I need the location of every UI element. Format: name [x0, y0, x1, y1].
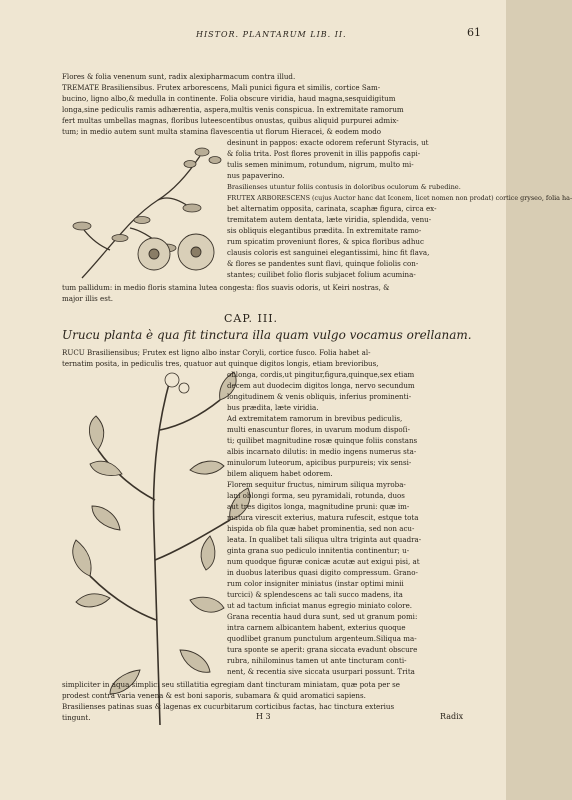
text-line: in duobus lateribus quasi digito compressum. Grano-	[227, 568, 418, 577]
text-line: oblonga, cordis,ut pingitur,figura,quinque,sex etiam	[227, 370, 415, 379]
text-line: major illis est.	[62, 294, 113, 303]
chapter-subtitle: Urucu planta è qua fit tinctura illa quam vulgo vocamus orellanam.	[62, 328, 472, 342]
text-line: tum pallidum: in medio floris stamina lutea congesta: flos suavis odoris, ut Keiri nostras, &	[62, 283, 390, 292]
text-line: clausis coloris est sanguinei elegantissimi, hinc fit flava,	[227, 248, 430, 257]
page-number: 61	[467, 26, 481, 39]
text-line: multi enascuntur flores, in uvarum modum dispoſi-	[227, 425, 410, 434]
text-line: Ad extremitatem ramorum in brevibus pediculis,	[227, 414, 403, 423]
chapter-heading: CAP. III.	[224, 312, 279, 325]
text-line: quodlibet granum punctulum argenteum.Siliqua ma-	[227, 634, 417, 643]
text-line: longa,sine pediculis ramis adhærentia, aspera,multis venis conspicua. In extremitate ramorum	[62, 105, 404, 114]
text-line: bucino, ligno albo,& medulla in continente. Folia obscure viridia, haud magna,sesquidigitum	[62, 94, 396, 103]
text-line: tulis semen minimum, rotundum, nigrum, multo mi-	[227, 160, 414, 169]
text-line: matura virescit exterius, matura rufescit, estque tota	[227, 513, 419, 522]
text-line: nus papaverino.	[227, 171, 285, 180]
text-line: Flores & folia venenum sunt, radix alexipharmacum contra illud.	[62, 72, 296, 81]
text-line: Brasilienses utuntur foliis contusis in doloribus oculorum & rubedine.	[227, 183, 461, 191]
text-line: Brasilienses patinas suas & lagenas ex cucurbitarum corticibus factas, hac tinctura exterius	[62, 702, 395, 711]
catchword: Radix	[440, 712, 464, 721]
text-line: bet alternatim opposita, carinata, scaphæ figura, circa ex-	[227, 204, 437, 213]
text-line: FRUTEX ARBORESCENS (cujus Auctor hanc dat Iconem, licet nomen non prodat) cortice gryseo, folia ha-	[227, 194, 572, 202]
text-line: nent, & recentia sive siccata usurpari possunt. Trita	[227, 667, 415, 676]
text-line: sis obliquis elegantibus prædita. In extremitate ramo-	[227, 226, 422, 235]
text-line: leata. In qualibet tali siliqua ultra triginta aut quadra-	[227, 535, 422, 544]
text-line: fert multas umbellas magnas, floribus luteescentibus onustas, quibus aliquid purpurei admix-	[62, 116, 399, 125]
text-line: longitudinem & venis obliquis, inferius prominenti-	[227, 392, 412, 401]
text-line: num quodque figuræ conicæ acutæ aut exigui pisi, at	[227, 557, 420, 566]
text-line: bilem aliquem habet odorem.	[227, 469, 333, 478]
text-line: tura sponte se aperit: grana siccata evadunt obscure	[227, 645, 418, 654]
text-line: tingunt.	[62, 713, 91, 722]
text-line: simpliciter in aqua simplici seu stillatitia egregiam dant tincturam miniatam, quæ pota per se	[62, 680, 400, 689]
text-line: tum; in medio autem sunt multa stamina flavescentia ut florum Hieracei, & eodem modo	[62, 127, 382, 136]
text-line: ti; quilibet magnitudine rosæ quinque foliis constans	[227, 436, 418, 445]
text-line: RUCU Brasiliensibus; Frutex est ligno albo instar Coryli, cortice fusco. Folia habet al-	[62, 348, 371, 357]
running-title: HISTOR. PLANTARUM LIB. II.	[196, 30, 347, 39]
text-line: ginta grana suo pediculo innitentia continentur; u-	[227, 546, 410, 555]
text-line: ternatim posita, in pediculis tres, quatuor aut quinque digitos longis, etiam brevioribus,	[62, 359, 379, 368]
text-line: lani oblongi forma, seu pyramidali, rotunda, duos	[227, 491, 405, 500]
text-line: albis incarnato dilutis: in medio ingens numerus sta-	[227, 447, 417, 456]
text-line: stantes; cuilibet folio floris subjacet folium acumina-	[227, 270, 416, 279]
text-line: tremitatem autem dentata, læte viridia, splendida, venu-	[227, 215, 432, 224]
text-line: ut ad tactum inficiat manus egregio miniato colore.	[227, 601, 413, 610]
text-line: minulorum luteorum, apicibus purpureis; vix sensi-	[227, 458, 412, 467]
text-line: Grana recentia haud dura sunt, sed ut granum pomi:	[227, 612, 418, 621]
text-line: prodest contra varia venena & est boni saporis, subamara & quid aromatici sapiens.	[62, 691, 366, 700]
text-line: rum spicatim proveniunt flores, & spica floribus adhuc	[227, 237, 424, 246]
text-line: turcici) & splendescens ac tali succo madens, ita	[227, 590, 403, 599]
text-line: aut tres digitos longa, magnitudine pruni: quæ im-	[227, 502, 410, 511]
text-line: rum color insigniter miniatus (instar optimi minii	[227, 579, 404, 588]
flower-illustration	[132, 222, 222, 286]
text-line: rubra, nihilominus tamen ut ante tincturam conti-	[227, 656, 407, 665]
text-line: hispida ob fila quæ habet prominentia, sed non acu-	[227, 524, 415, 533]
text-line: bus prædita, læte viridia.	[227, 403, 319, 412]
text-line: desinunt in pappos: exacte odorem referunt Styracis, ut	[227, 138, 429, 147]
text-line: & folia trita. Post flores provenit in illis pappofis capi-	[227, 149, 421, 158]
text-line: decem aut duodecim digitos longa, nervo secundum	[227, 381, 415, 390]
text-line: intra carnem albicantem habent, exterius quoque	[227, 623, 406, 632]
text-line: & flores se pandentes sunt flavi, quinque foliolis con-	[227, 259, 419, 268]
signature-mark: H 3	[256, 712, 271, 721]
text-line: Florem sequitur fructus, nimirum siliqua myroba-	[227, 480, 406, 489]
text-line: TREMATE Brasiliensibus. Frutex arborescens, Mali punici figura et similis, cortice Sam-	[62, 83, 381, 92]
